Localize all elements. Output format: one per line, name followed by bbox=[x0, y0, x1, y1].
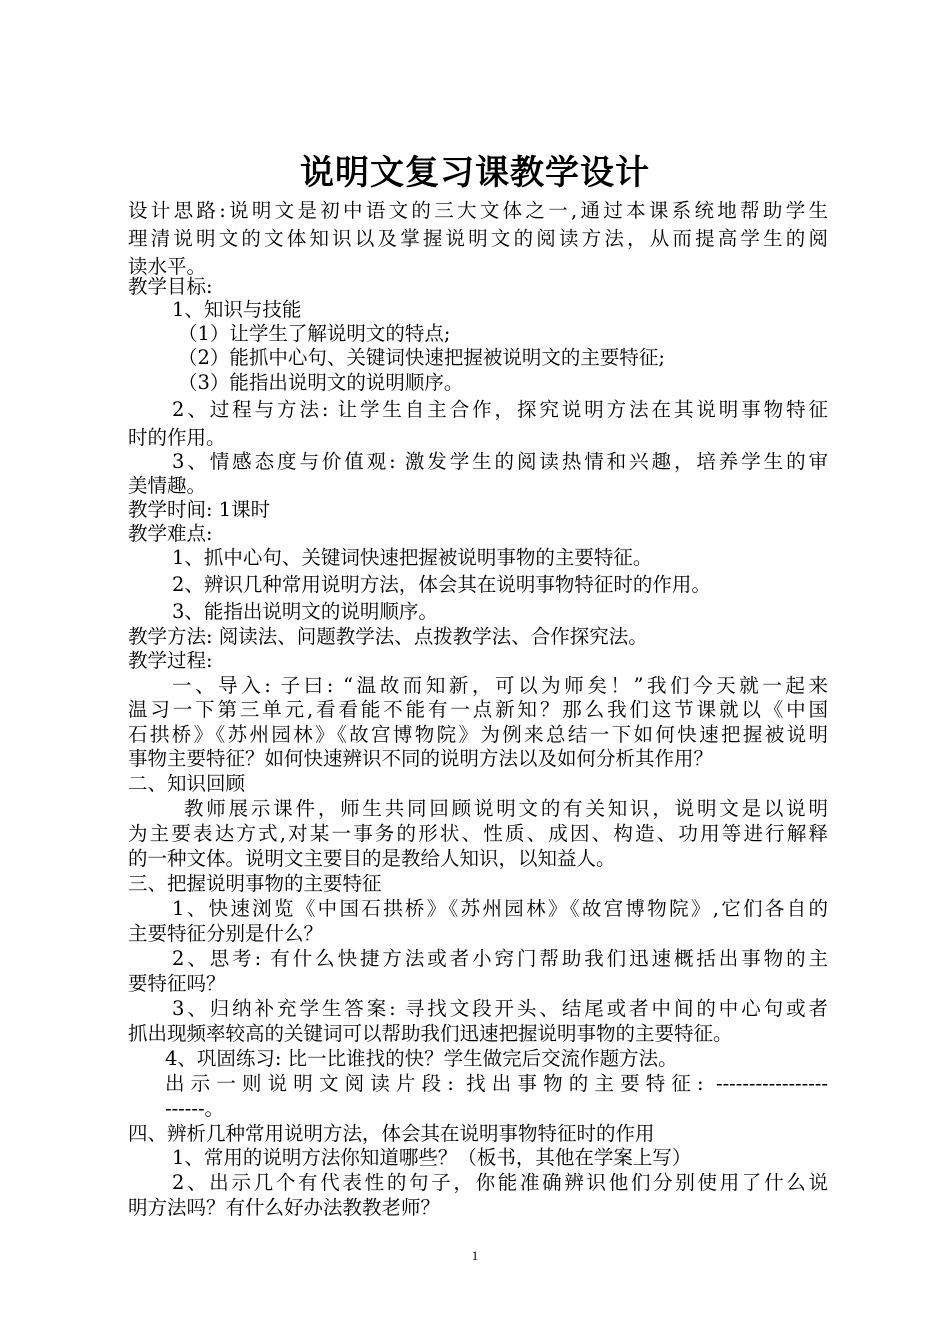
paragraph-line: 理清说明文的文体知识以及掌握说明文的阅读方法，从而提高学生的阅 bbox=[128, 227, 828, 250]
paragraph-line: 出示一则说明文阅读片段: 找出事物的主要特征: ----------------- bbox=[165, 1072, 828, 1095]
paragraph-line: 3、归纳补充学生答案: 寻找文段开头、结尾或者中间的中心句或者 bbox=[172, 997, 828, 1020]
paragraph-line: 要特征吗？ bbox=[128, 972, 226, 995]
section-heading: 二、知识回顾 bbox=[128, 772, 246, 795]
paragraph-line: 1、知识与技能 bbox=[172, 298, 302, 321]
section-heading: 教学过程: bbox=[128, 649, 213, 672]
paragraph-line: 美情趣。 bbox=[128, 474, 207, 497]
paragraph-line: 教学时间: 1课时 bbox=[128, 498, 271, 521]
list-item: 4、巩固练习: 比一比谁找的快？学生做完后交流作题方法。 bbox=[165, 1047, 678, 1070]
paragraph-line: 石拱桥》《苏州园林》《故宫博物院》为例来总结一下如何快速把握被说明 bbox=[128, 723, 828, 746]
paragraph-line: 主要特征分别是什么？ bbox=[128, 922, 324, 945]
list-item: （3）能指出说明文的说明顺序。 bbox=[178, 371, 464, 394]
paragraph-line: 设计思路:说明文是初中语文的三大文体之一,通过本课系统地帮助学生 bbox=[128, 199, 828, 222]
paragraph-line: 2、思考: 有什么快捷方法或者小窍门帮助我们迅速概括出事物的主 bbox=[172, 947, 828, 970]
paragraph-line: 为主要表达方式,对某一事务的形状、性质、成因、构造、功用等进行解释 bbox=[128, 822, 828, 845]
paragraph-line: 1、快速浏览《中国石拱桥》《苏州园林》《故宫博物院》,它们各自的 bbox=[172, 897, 828, 920]
paragraph-line: 事物主要特征？如何快速辨识不同的说明方法以及如何分析其作用？ bbox=[128, 747, 714, 770]
list-item: 3、能指出说明文的说明顺序。 bbox=[172, 600, 438, 623]
list-item: 1、抓中心句、关键词快速把握被说明事物的主要特征。 bbox=[172, 546, 653, 569]
section-heading: 三、把握说明事物的主要特征 bbox=[128, 872, 382, 895]
list-item: 2、辨识几种常用说明方法，体会其在说明事物特征时的作用。 bbox=[172, 573, 711, 596]
list-item: （1）让学生了解说明文的特点; bbox=[178, 322, 451, 345]
paragraph-line: 2、过程与方法: 让学生自主合作，探究说明方法在其说明事物特征 bbox=[172, 398, 828, 421]
paragraph-line: 3、情感态度与价值观: 激发学生的阅读热情和兴趣，培养学生的审 bbox=[172, 450, 828, 473]
list-item: 1、常用的说明方法你知道哪些？（板书，其他在学案上写） bbox=[172, 1146, 692, 1169]
list-item: （2）能抓中心句、关键词快速把握被说明文的主要特征; bbox=[178, 346, 665, 369]
section-heading: 教学难点: bbox=[128, 522, 213, 545]
paragraph-line: 时的作用。 bbox=[128, 426, 226, 449]
paragraph-line: 一、导入: 子曰: “温故而知新，可以为师矣！”我们今天就一起来 bbox=[172, 674, 828, 697]
paragraph-line: 读水平。 bbox=[128, 255, 207, 278]
paragraph-line: 的一种文体。说明文主要目的是教给人知识，以知益人。 bbox=[128, 847, 616, 870]
paragraph-line: 温习一下第三单元,看看能不能有一点新知？那么我们这节课就以《中国 bbox=[128, 698, 828, 721]
paragraph-line: 明方法吗？有什么好办法教教老师？ bbox=[128, 1196, 441, 1219]
paragraph-line: 教师展示课件，师生共同回顾说明文的有关知识，说明文是以说明 bbox=[184, 797, 828, 820]
paragraph-line: ------。 bbox=[165, 1097, 225, 1120]
paragraph-line: 抓出现频率较高的关键词可以帮助我们迅速把握说明事物的主要特征。 bbox=[128, 1022, 733, 1045]
document-title: 说明文复习课教学设计 bbox=[300, 153, 650, 193]
paragraph-line: 教学方法: 阅读法、问题教学法、点拨教学法、合作探究法。 bbox=[128, 625, 648, 648]
section-heading: 四、辨析几种常用说明方法，体会其在说明事物特征时的作用 bbox=[128, 1122, 655, 1145]
paragraph-line: 2、出示几个有代表性的句子，你能准确辨识他们分别使用了什么说 bbox=[172, 1171, 828, 1194]
section-heading: 教学目标: bbox=[128, 275, 213, 298]
page-number: 1 bbox=[471, 1248, 479, 1263]
